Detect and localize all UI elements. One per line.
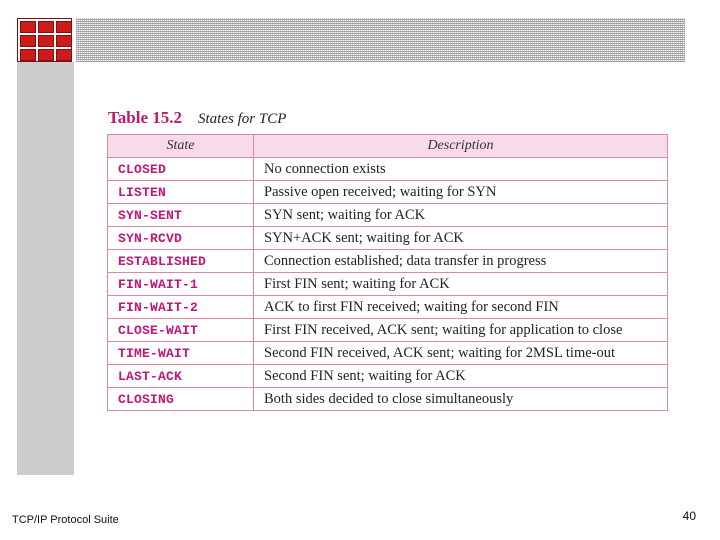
logo-cell [38, 49, 54, 61]
description-cell: SYN+ACK sent; waiting for ACK [254, 227, 668, 250]
description-cell: No connection exists [254, 158, 668, 181]
table-row [108, 181, 668, 204]
page-number: 40 [682, 509, 696, 523]
state-cell: ESTABLISHED [108, 250, 254, 273]
table-caption [108, 108, 286, 128]
table-row [108, 227, 668, 250]
state-cell: CLOSE-WAIT [108, 319, 254, 342]
description-cell: Connection established; data transfer in progress [254, 250, 668, 273]
table-row [108, 319, 668, 342]
logo-cell [56, 21, 72, 33]
logo-cell [38, 21, 54, 33]
table-title: States for TCP [198, 111, 287, 127]
state-cell: CLOSED [108, 158, 254, 181]
description-cell: Second FIN sent; waiting for ACK [254, 365, 668, 388]
sidebar-decoration [17, 62, 74, 475]
table-row [108, 204, 668, 227]
table-row [108, 388, 668, 411]
logo-cell [20, 49, 36, 61]
state-cell: LISTEN [108, 181, 254, 204]
table-row [108, 250, 668, 273]
description-cell: First FIN sent; waiting for ACK [254, 273, 668, 296]
red-grid-logo-icon [17, 18, 72, 62]
state-cell: SYN-SENT [108, 204, 254, 227]
description-column-header: Description [254, 135, 668, 158]
table-number: Table 15.2 [108, 108, 183, 127]
logo-cell [20, 21, 36, 33]
header-pattern-strip [76, 18, 685, 62]
table-row [108, 273, 668, 296]
table-row [108, 342, 668, 365]
table-row [108, 158, 668, 181]
description-cell: First FIN received, ACK sent; waiting for application to close [254, 319, 668, 342]
description-cell: Passive open received; waiting for SYN [254, 181, 668, 204]
table-row [108, 296, 668, 319]
description-cell: ACK to first FIN received; waiting for second FIN [254, 296, 668, 319]
description-cell: Second FIN received, ACK sent; waiting for 2MSL time-out [254, 342, 668, 365]
state-cell: CLOSING [108, 388, 254, 411]
logo-grid [20, 21, 72, 61]
logo-cell [20, 35, 36, 47]
description-cell: SYN sent; waiting for ACK [254, 204, 668, 227]
state-cell: LAST-ACK [108, 365, 254, 388]
state-cell: FIN-WAIT-1 [108, 273, 254, 296]
description-cell: Both sides decided to close simultaneously [254, 388, 668, 411]
footer-title: TCP/IP Protocol Suite [12, 514, 119, 526]
state-cell: SYN-RCVD [108, 227, 254, 250]
table-header-row [108, 135, 668, 158]
state-column-header: State [108, 135, 254, 158]
state-cell: FIN-WAIT-2 [108, 296, 254, 319]
logo-cell [38, 35, 54, 47]
logo-cell [56, 49, 72, 61]
logo-cell [56, 35, 72, 47]
state-cell: TIME-WAIT [108, 342, 254, 365]
table-row [108, 365, 668, 388]
tcp-states-table [107, 134, 668, 411]
